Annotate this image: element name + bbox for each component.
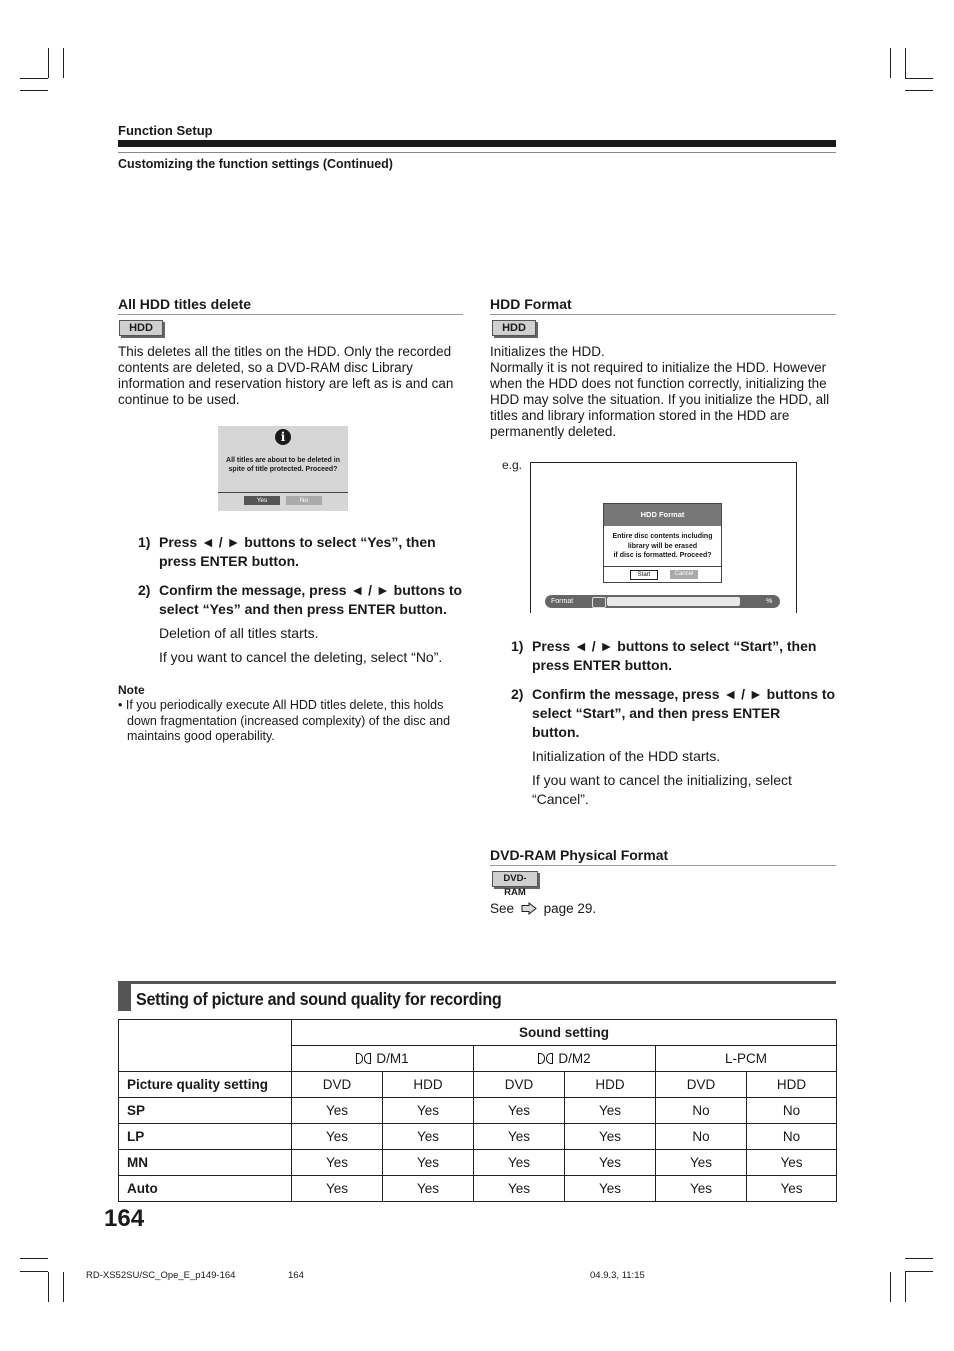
table-cell: Yes (747, 1176, 837, 1202)
crop-mark (905, 1272, 906, 1302)
table-cell: No (747, 1124, 837, 1150)
dialog-divider (604, 566, 721, 567)
crop-mark (63, 48, 64, 78)
step-line: Confirm the message, press ◄ / ► buttons to (532, 686, 836, 702)
crop-mark (890, 1272, 891, 1302)
media-header: DVD (656, 1072, 747, 1098)
table-cell: Yes (747, 1150, 837, 1176)
table-cell: Yes (383, 1150, 474, 1176)
subsection-label: Customizing the function settings (Continued) (118, 157, 393, 171)
page-ref-text[interactable]: page 29. (543, 901, 597, 916)
left-body-line: continue to be used. (118, 392, 240, 407)
row-label: SP (119, 1098, 292, 1124)
step-line: Confirm the message, press ◄ / ► buttons to (159, 582, 463, 598)
note-title: Note (118, 683, 145, 697)
table-cell: Yes (565, 1098, 656, 1124)
table-cell: Yes (292, 1150, 383, 1176)
dialog-message-line: All titles are about to be deleted in (226, 457, 340, 464)
group-dm1 (292, 1046, 474, 1072)
left-body-line: contents are deleted, so a DVD-RAM disc Library (118, 360, 413, 375)
media-header: HDD (383, 1072, 474, 1098)
table-cell: Yes (565, 1124, 656, 1150)
dialog-message (220, 456, 346, 474)
step-number: 2) (138, 582, 151, 598)
step-line: Press ◄ / ► buttons to select “Start”, then (532, 638, 817, 654)
group-dm2 (474, 1046, 656, 1072)
table-cell: Yes (292, 1098, 383, 1124)
left-body-line: information and reservation history are left as is and can (118, 376, 454, 391)
table-corner (119, 1020, 292, 1072)
progress-label: Format (551, 598, 574, 605)
left-body-line: This deletes all the titles on the HDD. Only the recorded (118, 344, 452, 359)
group-label: D/M1 (376, 1051, 409, 1066)
media-header: HDD (565, 1072, 656, 1098)
step-line: Press ◄ / ► buttons to select “Yes”, then (159, 534, 436, 550)
crop-mark (905, 90, 933, 91)
table-row (119, 1150, 837, 1176)
crop-mark (905, 78, 933, 79)
table-row (119, 1176, 837, 1202)
table-cell: Yes (474, 1150, 565, 1176)
table-cell: No (747, 1098, 837, 1124)
note-line: maintains good operability. (127, 729, 275, 743)
picture-quality-header: Picture quality setting (119, 1072, 292, 1098)
left-after-1: Deletion of all titles starts. (159, 625, 319, 641)
hdd-badge: HDD (119, 320, 163, 336)
crop-mark (905, 1271, 933, 1272)
crop-mark (20, 78, 48, 79)
progress-track (607, 597, 740, 606)
cancel-button[interactable]: Cancel (670, 570, 698, 579)
footer-file: RD-XS52SU/SC_Ope_E_p149-164 (86, 1270, 236, 1281)
section-title: Setting of picture and sound quality for recording (136, 989, 502, 1009)
right-body (490, 344, 836, 440)
note-body (118, 698, 463, 745)
dvd-ram-heading: DVD-RAM Physical Format (490, 847, 669, 863)
section-heading-rule (118, 981, 836, 984)
yes-button[interactable]: Yes (244, 496, 280, 505)
table-cell: No (656, 1124, 747, 1150)
quality-table (118, 1019, 837, 1202)
media-header: DVD (292, 1072, 383, 1098)
step-line: button. (532, 724, 580, 740)
step-text (532, 637, 816, 675)
table-cell: Yes (565, 1176, 656, 1202)
left-body (118, 344, 463, 408)
crop-mark (48, 48, 49, 78)
table-cell: Yes (383, 1124, 474, 1150)
dialog-message-line: spite of title protected. Proceed? (228, 466, 338, 473)
header-rule (118, 152, 836, 153)
see-text: See (490, 901, 515, 916)
left-step-2 (138, 581, 468, 621)
section-heading-block (118, 981, 131, 1011)
dvd-ram-heading-rule (490, 865, 836, 866)
right-body-line: Normally it is not required to initialize the HDD. However (490, 360, 827, 375)
right-heading: HDD Format (490, 296, 572, 312)
table-cell: Yes (565, 1150, 656, 1176)
sound-setting-header: Sound setting (292, 1020, 837, 1046)
table-cell: Yes (656, 1150, 747, 1176)
crop-mark (20, 1258, 48, 1259)
crop-mark (890, 48, 891, 78)
table-cell: Yes (474, 1124, 565, 1150)
step-line: press ENTER button. (532, 657, 673, 673)
right-after-2 (532, 771, 792, 809)
dialog-message-line: if disc is formatted. Proceed? (613, 552, 712, 559)
left-heading-rule (118, 314, 463, 315)
no-button[interactable]: No (286, 496, 322, 505)
dialog-message-line: Entire disc contents including (612, 533, 713, 540)
section-heading (118, 981, 836, 1011)
footer-date: 04.9.3, 11:15 (590, 1270, 645, 1281)
left-step-1 (138, 533, 468, 573)
media-header: HDD (747, 1072, 837, 1098)
note-line: • If you periodically execute All HDD titles delete, this holds (118, 698, 444, 712)
crop-mark (905, 48, 906, 78)
step-number: 1) (138, 534, 151, 550)
right-body-line: titles and library information stored in the HDD are (490, 408, 790, 423)
table-cell: Yes (292, 1176, 383, 1202)
step-number: 1) (511, 638, 524, 654)
right-after-2-line: “Cancel”. (532, 791, 589, 807)
left-heading: All HDD titles delete (118, 296, 252, 312)
row-label: MN (119, 1150, 292, 1176)
dialog-message-line: library will be erased (627, 542, 698, 550)
hdd-badge: HDD (492, 320, 536, 336)
start-button[interactable]: Start (630, 570, 658, 580)
section-label: Function Setup (118, 123, 213, 138)
arrow-right-icon (521, 902, 537, 915)
table-cell: Yes (474, 1098, 565, 1124)
right-step-2 (511, 685, 841, 745)
dialog-title: HDD Format (604, 504, 721, 526)
disc-icon (592, 597, 606, 608)
media-header: DVD (474, 1072, 565, 1098)
left-after-2: If you want to cancel the deleting, select “No”. (159, 649, 443, 665)
info-icon: i (275, 429, 291, 445)
dialog-divider (218, 492, 348, 493)
header-bar (118, 140, 836, 147)
progress-unit: % (766, 598, 773, 605)
crop-mark (20, 90, 48, 91)
dolby-digital-icon (356, 1053, 372, 1064)
step-line: press ENTER button. (159, 553, 300, 569)
right-body-line: Initializes the HDD. (490, 344, 605, 359)
table-row (119, 1098, 837, 1124)
dvd-ram-badge: DVD-RAM (492, 871, 538, 887)
table-cell: Yes (474, 1176, 565, 1202)
step-text (159, 533, 436, 571)
format-progress-bar (545, 595, 780, 608)
table-cell: No (656, 1098, 747, 1124)
step-line: select “Start”, and then press ENTER (532, 705, 781, 721)
row-label: Auto (119, 1176, 292, 1202)
dialog-message (606, 532, 719, 561)
step-text (532, 685, 835, 742)
table-cell: Yes (383, 1098, 474, 1124)
group-label: D/M2 (558, 1051, 591, 1066)
step-number: 2) (511, 686, 524, 702)
footer-page: 164 (288, 1270, 304, 1281)
see-page-reference (490, 901, 596, 916)
hdd-format-dialog (603, 503, 722, 583)
right-body-line: permanently deleted. (490, 424, 617, 439)
note-line: down fragmentation (increased complexity) of the disc and (127, 713, 451, 728)
table-row (119, 1124, 837, 1150)
crop-mark (905, 1258, 933, 1259)
right-step-1 (511, 637, 841, 677)
dolby-digital-icon (538, 1053, 554, 1064)
page-number: 164 (104, 1205, 145, 1232)
table-cell: Yes (656, 1176, 747, 1202)
right-after-2-line: If you want to cancel the initializing, select (532, 772, 792, 788)
step-text (159, 581, 462, 619)
crop-mark (48, 1272, 49, 1302)
right-after-1: Initialization of the HDD starts. (532, 748, 721, 764)
right-body-line: when the HDD does not function correctly, initializing the (490, 376, 827, 391)
table-cell: Yes (383, 1176, 474, 1202)
group-lpcm: L-PCM (656, 1046, 837, 1072)
right-heading-rule (490, 314, 836, 315)
right-body-line: HDD may solve the situation. If you initialize the HDD, all (490, 392, 830, 407)
step-line: select “Yes” and then press ENTER button. (159, 601, 447, 617)
row-label: LP (119, 1124, 292, 1150)
crop-mark (20, 1271, 48, 1272)
eg-label: e.g. (502, 458, 523, 472)
table-cell: Yes (292, 1124, 383, 1150)
crop-mark (63, 1272, 64, 1302)
delete-confirm-dialog (218, 426, 348, 511)
